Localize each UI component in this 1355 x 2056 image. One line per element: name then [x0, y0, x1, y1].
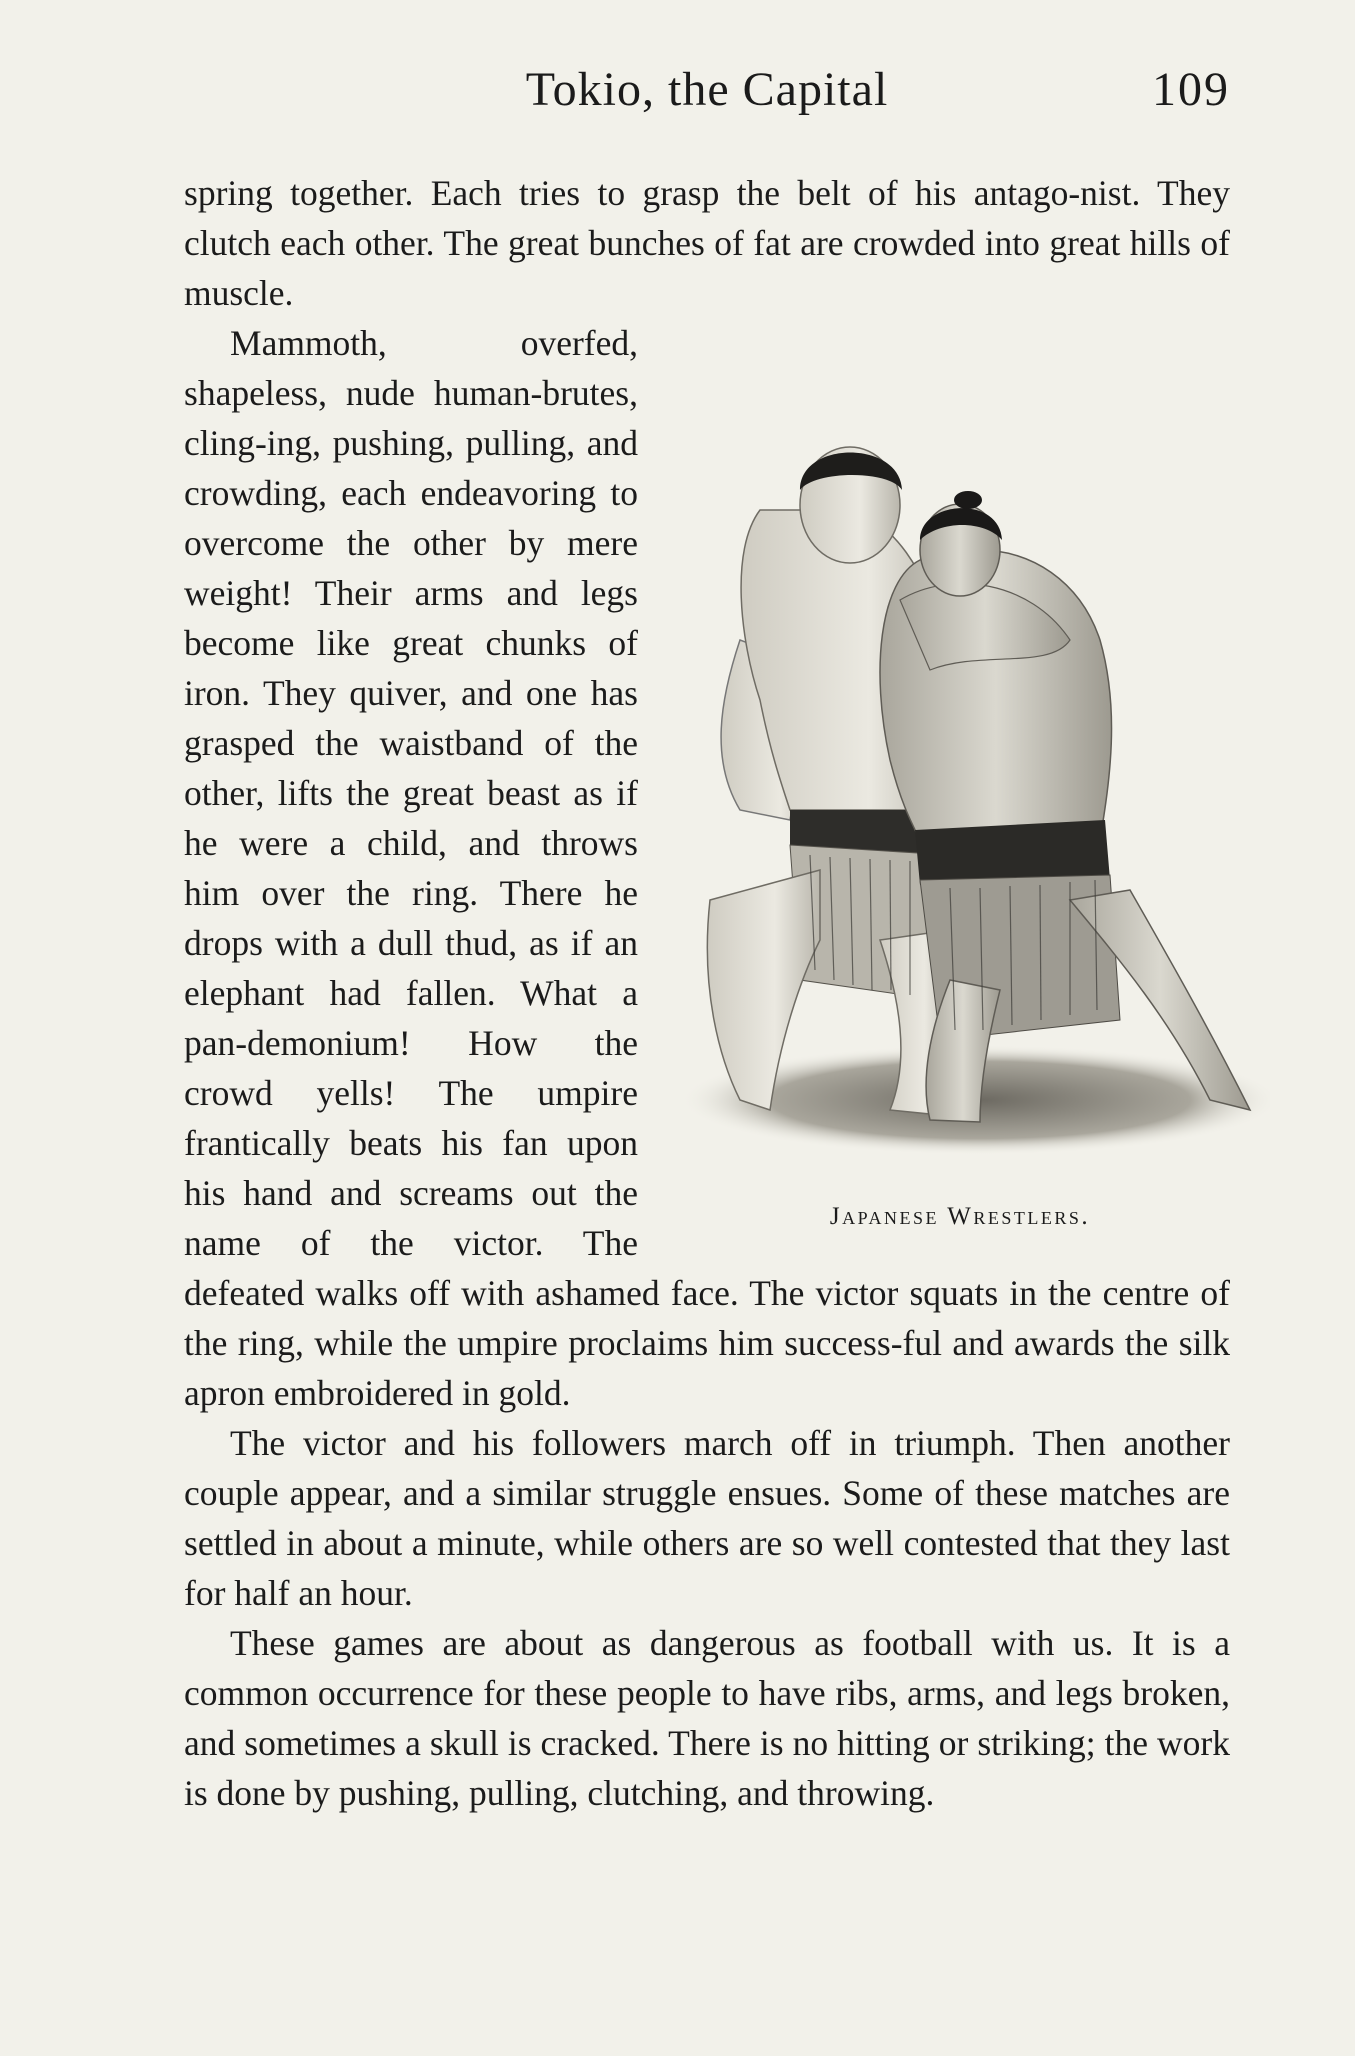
paragraph-3: The victor and his followers march off in triumph. Then another couple appear, and a similar struggle ensues. Some of these matches are settled in about a minute, while others are so well contested that they last for half an hour. — [184, 1423, 1230, 1613]
wrestlers-figure — [650, 340, 1270, 1260]
wrestler-right — [880, 491, 1250, 1122]
figure-caption: Japanese Wrestlers. — [829, 1203, 1091, 1230]
wrestlers-illustration — [650, 340, 1270, 1180]
paragraph-2: Mammoth, overfed, shapeless, nude human-brutes, cling-ing, pushing, pulling, and crowding, each endeavoring to overcome the other by mere weight! Their arms and legs become like great chunks of iron. They quiver, and one has grasped the waistband of the other, lifts the great beast as if he were a child, and throws him over the ring. There he drops with a dull thud, as if an elephant had fallen. What a pan-demonium! How the crowd yells! The umpire frantically beats his fan upon his hand and screams out the name of the victor. The defeated walks off with ashamed face. The victor squats in the centre of the ring, while the umpire proclaims him success-ful and awards the silk apron embroidered in gold. — [184, 323, 1230, 1413]
paragraph-1: spring together. Each tries to grasp the belt of his antago-nist. They clutch each other. The great bunches of fat are crowded into great hills of muscle. — [184, 173, 1230, 313]
page-number: 109 — [1152, 63, 1230, 116]
running-header — [184, 62, 1230, 122]
body-text — [184, 168, 1230, 1818]
running-title: Tokio, the Capital — [525, 63, 889, 116]
paragraph-4: These games are about as dangerous as football with us. It is a common occurrence for these people to have ribs, arms, and legs broken, and sometimes a skull is cracked. There is no hitting or striking; the work is done by pushing, pulling, clutching, and throwing. — [184, 1623, 1230, 1813]
